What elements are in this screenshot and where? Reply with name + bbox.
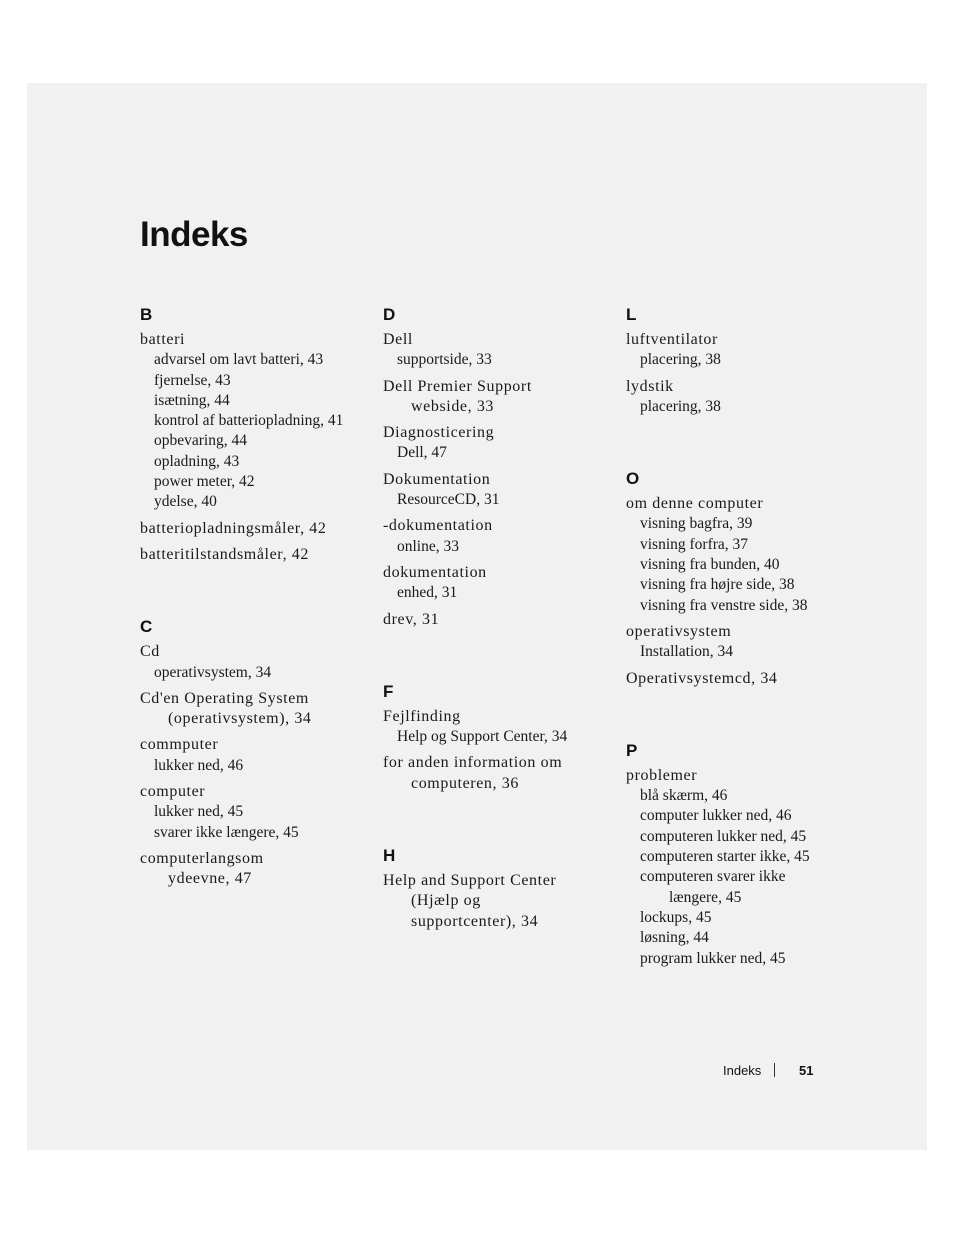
entry-term: dokumentation [383, 563, 487, 581]
entry-term: Fejlfinding [383, 707, 461, 725]
entry-term: batteritilstandsmåler, 42 [140, 545, 309, 563]
subentry: advarsel om lavt batteri, 43 [154, 351, 324, 369]
entry-term: Dell Premier Support [383, 377, 532, 395]
index-section [140, 300, 372, 565]
index-column-1 [140, 300, 372, 896]
section-spacer [626, 423, 858, 464]
entry-term-continued: (Hjælp og [411, 892, 481, 910]
entry-term: -dokumentation [383, 517, 493, 535]
index-entry [383, 563, 615, 604]
entry-term-continued: (operativsystem), 34 [168, 710, 312, 728]
section-letter: O [626, 469, 640, 489]
subentry: Help og Support Center, 34 [397, 728, 568, 746]
index-section [626, 300, 858, 417]
index-entry [383, 871, 615, 932]
entry-term: operativsystem [626, 622, 732, 640]
entry-term: Operativsystemcd, 34 [626, 669, 778, 687]
entry-term: commputer [140, 736, 219, 754]
index-entry [626, 669, 858, 689]
entry-term: luftventilator [626, 331, 718, 348]
subentry: opladning, 43 [154, 452, 240, 470]
subentry: computeren svarer ikke [640, 868, 786, 886]
entry-term: om denne computer [626, 495, 764, 513]
entry-term: drev, 31 [383, 610, 440, 628]
subentry: fjernelse, 43 [154, 371, 231, 389]
entry-term: computerlangsom [140, 849, 264, 867]
subentry: enhed, 31 [397, 584, 458, 602]
section-letter: C [140, 617, 153, 637]
subentry: computeren lukker ned, 45 [640, 827, 807, 845]
index-column-2 [383, 300, 615, 938]
entry-term: Cd [140, 643, 160, 661]
index-entry [383, 753, 615, 794]
index-section [626, 695, 858, 969]
section-letter: H [383, 846, 396, 866]
index-entry [140, 689, 372, 730]
index-entry [626, 377, 858, 418]
subentry: lukker ned, 46 [154, 756, 244, 774]
index-entry [140, 735, 372, 776]
index-entry [383, 470, 615, 511]
index-entry [140, 642, 372, 683]
subentry: visning fra venstre side, 38 [640, 596, 808, 614]
subentry: placering, 38 [640, 397, 721, 415]
subentry: lockups, 45 [640, 908, 712, 926]
index-section [383, 636, 615, 794]
entry-term-continued: computeren, 36 [411, 774, 519, 792]
index-section [140, 571, 372, 889]
index-column-3 [626, 300, 858, 975]
index-entry [383, 330, 615, 371]
index-entry [140, 849, 372, 890]
section-letter: D [383, 305, 396, 324]
entry-term: batteri [140, 331, 186, 348]
section-spacer [383, 636, 615, 677]
entry-term: Dell [383, 331, 413, 348]
entry-term-continued: webside, 33 [411, 397, 495, 415]
subentry: lukker ned, 45 [154, 803, 244, 821]
index-entry [140, 330, 372, 513]
index-entry [140, 519, 372, 539]
subentry: Installation, 34 [640, 643, 733, 661]
index-entry [140, 782, 372, 843]
entry-term: Help and Support Center [383, 872, 557, 890]
subentry: visning fra bunden, 40 [640, 556, 780, 574]
subentry: kontrol af batteriopladning, 41 [154, 412, 344, 430]
entry-term: Dokumentation [383, 470, 491, 488]
subentry: computeren starter ikke, 45 [640, 848, 810, 866]
subentry: computer lukker ned, 46 [640, 807, 792, 825]
footer-page-number: 51 [799, 1063, 814, 1078]
index-section [383, 300, 615, 630]
index-entry [383, 377, 615, 418]
subentry: operativsystem, 34 [154, 663, 272, 681]
index-section [626, 423, 858, 689]
subentry: supportside, 33 [397, 351, 492, 369]
subentry: visning bagfra, 39 [640, 515, 753, 533]
section-letter: B [140, 305, 153, 324]
subentry: visning forfra, 37 [640, 535, 749, 553]
subentry-continued: længere, 45 [669, 888, 742, 906]
section-spacer [626, 695, 858, 736]
subentry: ydelse, 40 [154, 493, 217, 511]
index-section [383, 800, 615, 932]
subentry: power meter, 42 [154, 473, 255, 491]
footer-section-label: Indeks [723, 1063, 762, 1078]
entry-term: lydstik [626, 377, 674, 395]
entry-term: computer [140, 783, 206, 801]
index-entry [140, 545, 372, 565]
subentry: ResourceCD, 31 [397, 491, 500, 509]
entry-term-continued: supportcenter), 34 [411, 912, 539, 930]
entry-term: Diagnosticering [383, 424, 495, 442]
index-entry [383, 423, 615, 464]
index-entry [383, 610, 615, 630]
subentry: Dell, 47 [397, 444, 447, 462]
entry-term: for anden information om [383, 754, 563, 772]
section-spacer [383, 800, 615, 841]
index-entry [626, 766, 858, 969]
subentry: placering, 38 [640, 351, 721, 369]
index-entry [383, 516, 615, 557]
subentry: isætning, 44 [154, 391, 230, 409]
entry-term: problemer [626, 766, 698, 784]
index-entry [626, 622, 858, 663]
index-entry [626, 330, 858, 371]
entry-term: batteriopladningsmåler, 42 [140, 519, 327, 537]
page-title: Indeks [140, 215, 248, 254]
index-entry [383, 707, 615, 748]
entry-term-continued: ydeevne, 47 [168, 870, 252, 888]
section-letter: F [383, 681, 394, 701]
subentry: blå skærm, 46 [640, 787, 728, 805]
footer-divider [774, 1063, 775, 1077]
subentry: visning fra højre side, 38 [640, 576, 795, 594]
subentry: svarer ikke længere, 45 [154, 823, 299, 841]
subentry: løsning, 44 [640, 929, 709, 947]
section-spacer [140, 571, 372, 612]
index-entry [626, 494, 858, 616]
entry-term: Cd'en Operating System [140, 689, 309, 707]
subentry: program lukker ned, 45 [640, 949, 786, 967]
section-letter: L [626, 305, 637, 324]
section-letter: P [626, 740, 638, 760]
subentry: online, 33 [397, 537, 459, 555]
subentry: opbevaring, 44 [154, 432, 247, 450]
